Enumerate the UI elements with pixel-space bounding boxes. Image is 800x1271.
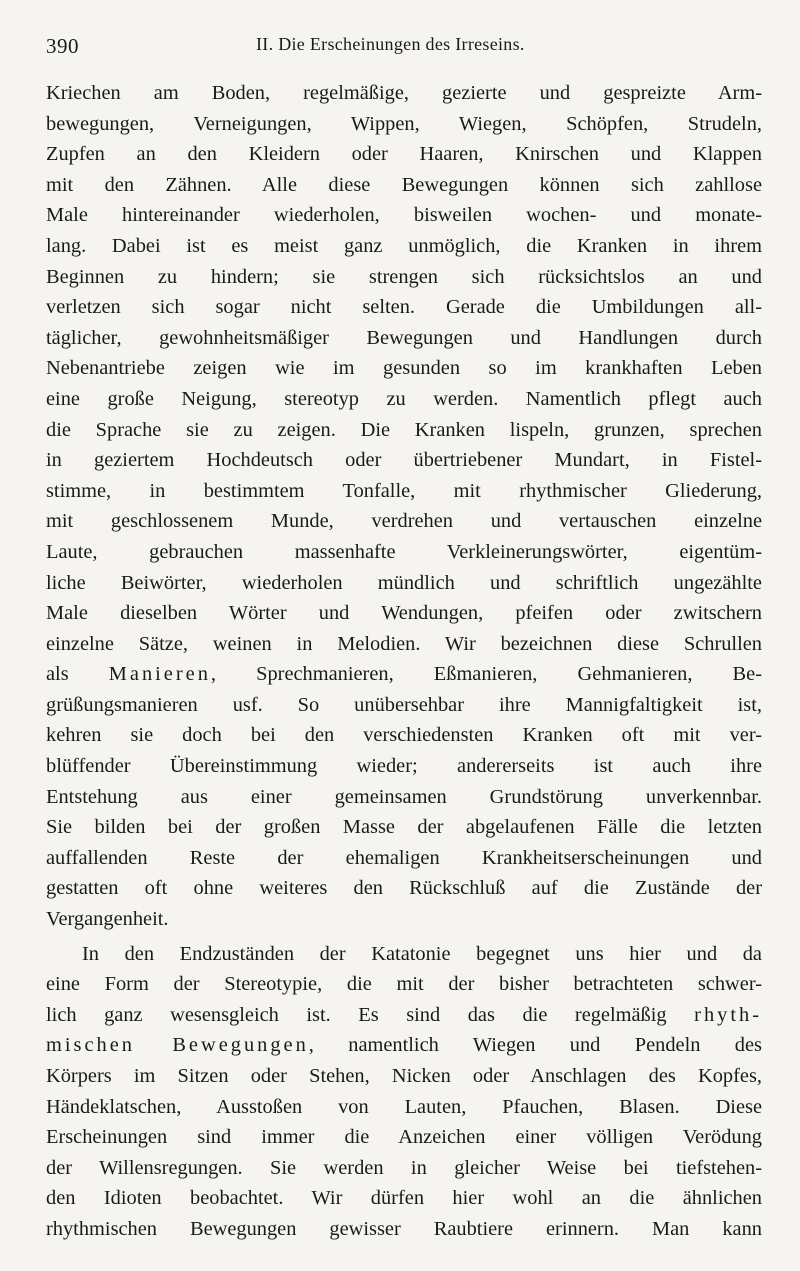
text-line: lang. Dabei ist es meist ganz unmöglich, die Kranken in ihrem	[46, 234, 762, 257]
text-line: Kriechen am Boden, regelmäßige, gezierte und gespreizte Arm-	[46, 82, 762, 104]
emphasized-term: Manieren	[108, 663, 211, 686]
text-line: mit geschlossenem Munde, verdrehen und vertauschen einzelne	[46, 510, 762, 533]
text-fragment: , namentlich Wiegen und Pendeln des	[308, 1034, 762, 1057]
text-line: eine Form der Stereotypie, die mit der bisher betrachteten schwer-	[46, 973, 762, 996]
text-line: Erscheinungen sind immer die Anzeichen einer völligen Verödung	[46, 1126, 762, 1149]
paragraph	[46, 939, 762, 1245]
text-line: verletzen sich sogar nicht selten. Gerade die Umbildungen all-	[46, 296, 762, 319]
text-line: Male hintereinander wiederholen, bisweilen wochen- und monate-	[46, 204, 762, 227]
body-text	[46, 78, 762, 1245]
text-line	[46, 659, 762, 690]
text-line: In den Endzuständen der Katatonie begegnet uns hier und da	[82, 942, 762, 965]
text-line: eine große Neigung, stereotyp zu werden. Namentlich pflegt auch	[46, 387, 762, 410]
text-line: in geziertem Hochdeutsch oder übertriebener Mundart, in Fistel-	[46, 449, 762, 472]
text-line: Vergangenheit.	[46, 908, 169, 931]
text-line: Zupfen an den Kleidern oder Haaren, Knirschen und Klappen	[46, 143, 762, 166]
text-line: die Sprache sie zu zeigen. Die Kranken lispeln, grunzen, sprechen	[46, 418, 762, 441]
text-line: Händeklatschen, Ausstoßen von Lauten, Pfauchen, Blasen. Diese	[46, 1095, 762, 1118]
text-line: der Willensregungen. Sie werden in gleicher Weise bei tiefstehen-	[46, 1156, 762, 1179]
text-line: auffallenden Reste der ehemaligen Krankheitserscheinungen und	[46, 846, 762, 869]
text-line: blüffender Übereinstimmung wieder; andererseits ist auch ihre	[46, 755, 762, 778]
text-line: grüßungsmanieren usf. So unübersehbar ihre Mannigfaltigkeit ist,	[46, 693, 762, 716]
emphasized-term: mischen Bewegungen	[46, 1034, 309, 1057]
text-line: täglicher, gewohnheitsmäßiger Bewegungen und Handlungen durch	[46, 326, 762, 349]
paragraph	[46, 78, 762, 935]
text-line: kehren sie doch bei den verschiedensten Kranken oft mit ver-	[46, 724, 762, 747]
page-number: 390	[46, 34, 79, 58]
text-line: gestatten oft ohne weiteres den Rückschluß auf die Zustände der	[46, 877, 762, 900]
text-line: Nebenantriebe zeigen wie im gesunden so im krankhaften Leben	[46, 357, 762, 380]
text-line: Entstehung aus einer gemeinsamen Grundstörung unverkennbar.	[46, 785, 762, 808]
text-line: mit den Zähnen. Alle diese Bewegungen können sich zahllose	[46, 173, 762, 196]
text-line	[46, 1030, 762, 1061]
text-line	[46, 1000, 762, 1031]
running-title: II. Die Erscheinungen des Irreseins.	[256, 34, 525, 54]
text-line: Beginnen zu hindern; sie strengen sich rücksichtslos an und	[46, 265, 762, 288]
text-line: rhythmischen Bewegungen gewisser Raubtiere erinnern. Man kann	[46, 1217, 762, 1240]
text-line: Körpers im Sitzen oder Stehen, Nicken oder Anschlagen des Kopfes,	[46, 1065, 762, 1087]
text-line: einzelne Sätze, weinen in Melodien. Wir bezeichnen diese Schrullen	[46, 632, 762, 655]
text-line: stimme, in bestimmtem Tonfalle, mit rhythmischer Gliederung,	[46, 479, 762, 502]
page-header	[40, 30, 760, 60]
text-line: den Idioten beobachtet. Wir dürfen hier wohl an die ähnlichen	[46, 1187, 762, 1210]
text-line: Sie bilden bei der großen Masse der abgelaufenen Fälle die letzten	[46, 816, 762, 839]
text-line: bewegungen, Verneigungen, Wippen, Wiegen, Schöpfen, Strudeln,	[46, 112, 762, 135]
emphasized-term: rhyth-	[694, 1003, 762, 1026]
text-line: Laute, gebrauchen massenhafte Verkleinerungswörter, eigentüm-	[46, 540, 762, 563]
text-line: Male dieselben Wörter und Wendungen, pfeifen oder zwitschern	[46, 602, 762, 625]
text-fragment: als	[46, 663, 109, 686]
text-fragment: , Sprechmanieren, Eßmanieren, Gehmanieren, Be-	[210, 663, 762, 686]
text-line: liche Beiwörter, wiederholen mündlich und schriftlich ungezählte	[46, 571, 762, 594]
text-fragment: lich ganz wesensgleich ist. Es sind das die regelmäßig	[46, 1003, 695, 1026]
